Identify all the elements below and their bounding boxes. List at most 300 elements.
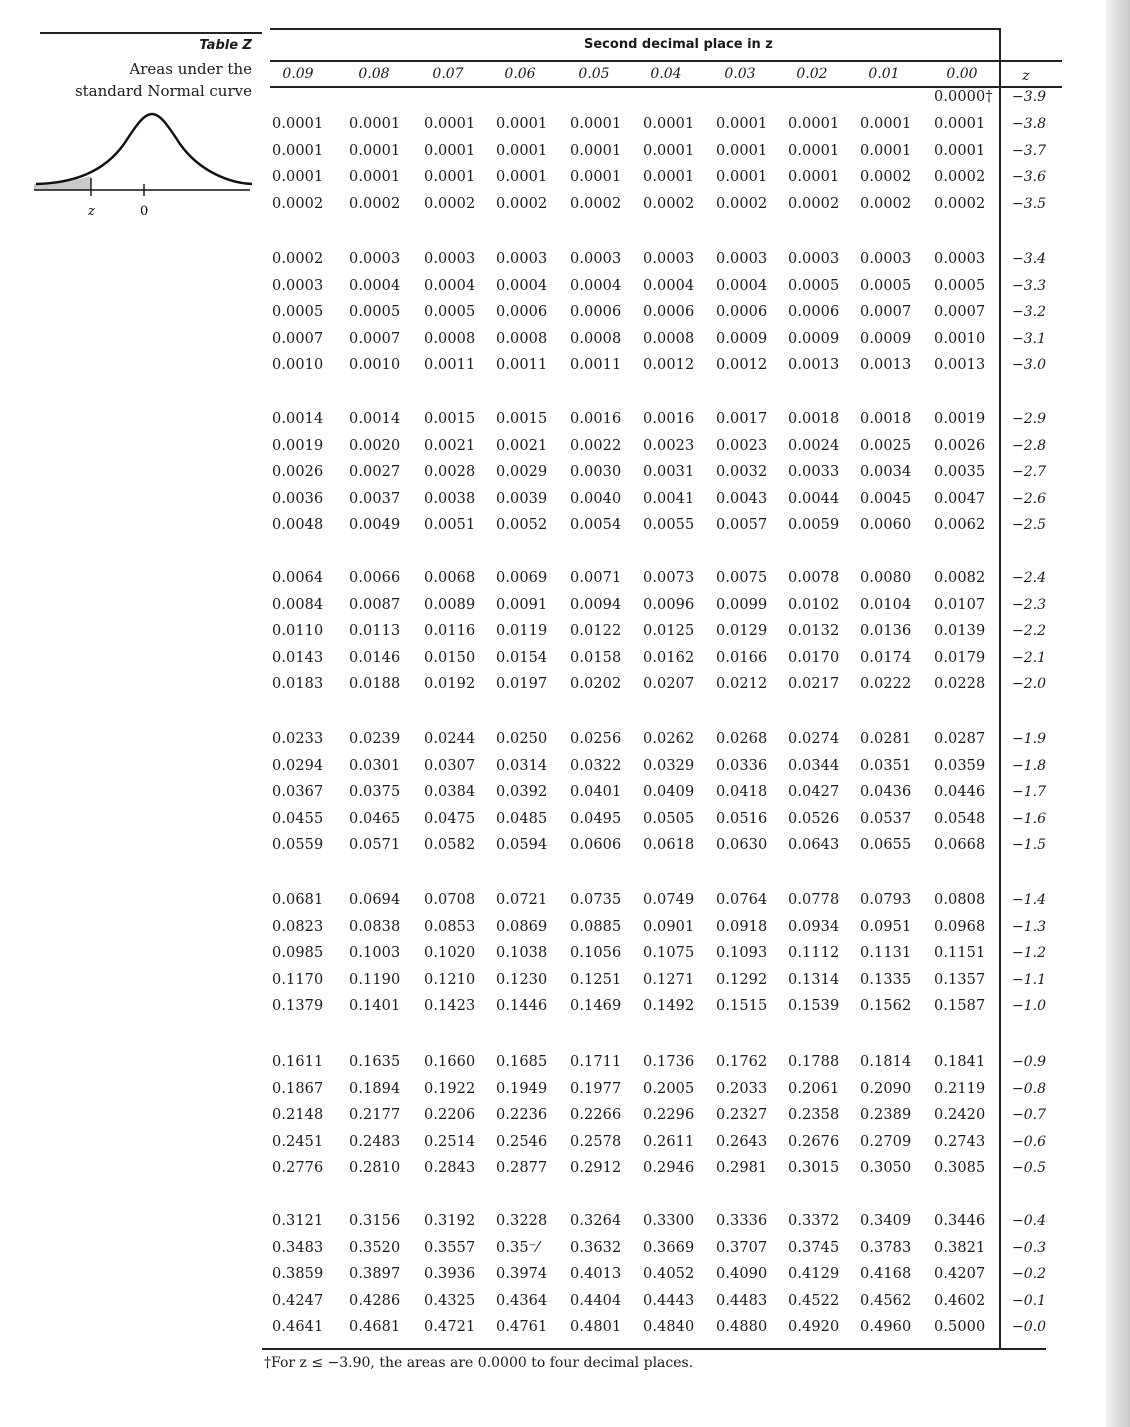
table-cell: 0.2327 — [716, 1107, 768, 1124]
table-cell: 0.0011 — [424, 357, 476, 374]
superheader-underline — [270, 60, 1062, 62]
curve-label-z: z — [88, 204, 95, 219]
table-cell: 0.0166 — [716, 649, 768, 666]
table-cell: 0.0005 — [860, 277, 912, 294]
table-cell: 0.0009 — [860, 330, 912, 347]
table-cell: 0.0516 — [716, 810, 768, 827]
table-cell: 0.1539 — [788, 998, 840, 1015]
table-cell: 0.0001 — [860, 116, 912, 132]
z-value: −3.5 — [1012, 195, 1046, 212]
table-cell: 0.0217 — [788, 676, 840, 693]
z-value: −2.6 — [1012, 490, 1046, 507]
table-cell: 0.2981 — [716, 1160, 768, 1177]
table-cell: 0.0003 — [349, 251, 401, 267]
table-cell: 0.1841 — [934, 1054, 986, 1070]
table-cell: 0.0002 — [272, 251, 324, 267]
table-cell: 0.0571 — [349, 837, 401, 854]
table-cell: 0.0087 — [349, 596, 401, 613]
table-cell: 0.3085 — [934, 1160, 986, 1177]
table-cell: 0.1660 — [424, 1054, 476, 1070]
table-cell: 0.0113 — [349, 623, 401, 640]
table-cell: 0.0005 — [349, 304, 401, 321]
table-cell: 0.0091 — [496, 596, 548, 613]
table-cell: 0.0001 — [349, 142, 401, 159]
table-cell: 0.0002 — [934, 169, 986, 186]
normal-curve-line — [36, 114, 252, 184]
table-cell: 0.3897 — [349, 1266, 401, 1283]
z-value: −2.4 — [1012, 570, 1046, 586]
table-cell: 0.2266 — [570, 1107, 622, 1124]
table-cell: 0.2206 — [424, 1107, 476, 1124]
table-cell: 0.4129 — [788, 1266, 840, 1283]
z-value: −1.2 — [1012, 945, 1046, 962]
z-value: −1.9 — [1012, 731, 1046, 747]
table-cell: 0.0057 — [716, 517, 768, 534]
table-cell: 0.0001 — [349, 169, 401, 186]
table-cell: 0.0150 — [424, 649, 476, 666]
table-cell: 0.0104 — [860, 596, 912, 613]
column-header-0-09: 0.09 — [282, 66, 314, 82]
table-cell: 0.0006 — [716, 304, 768, 321]
table-cell: 0.0455 — [272, 810, 324, 827]
table-cell: 0.0778 — [788, 892, 840, 908]
table-cell: 0.1492 — [643, 998, 695, 1015]
z-value: −3.4 — [1012, 251, 1046, 267]
table-cell: 0.0006 — [788, 304, 840, 321]
table-cell: 0.0005 — [934, 277, 986, 294]
table-cell: 0.1251 — [570, 971, 622, 988]
table-cell: 0.0901 — [643, 918, 695, 935]
table-cell: 0.0262 — [643, 731, 695, 747]
table-cell: 0.0001 — [934, 116, 986, 132]
table-cell: 0.0869 — [496, 918, 548, 935]
table-cell: 0.4522 — [788, 1292, 840, 1309]
table-cell: 0.2451 — [272, 1133, 324, 1150]
table-cell: 0.0004 — [349, 277, 401, 294]
table-cell: 0.0681 — [272, 892, 324, 908]
table-cell: 0.0001 — [643, 142, 695, 159]
table-cell: 0.1587 — [934, 998, 986, 1015]
table-cell: 0.0594 — [496, 837, 548, 854]
table-cell: 0.0002 — [424, 195, 476, 212]
table-cell: 0.0035 — [934, 464, 986, 481]
z-value: −0.3 — [1012, 1239, 1046, 1256]
table-cell: 0.2578 — [570, 1133, 622, 1150]
table-cell: 0.4090 — [716, 1266, 768, 1283]
table-cell: 0.0018 — [860, 411, 912, 427]
table-cell: 0.0001 — [716, 169, 768, 186]
table-cell: 0.1711 — [570, 1054, 622, 1070]
table-cell: 0.1190 — [349, 971, 401, 988]
table-cell: 0.0537 — [860, 810, 912, 827]
z-value: −1.3 — [1012, 918, 1046, 935]
table-cell: 0.2389 — [860, 1107, 912, 1124]
table-cell: 0.0143 — [272, 649, 324, 666]
table-cell: 0.2296 — [643, 1107, 695, 1124]
table-cell: 0.0060 — [860, 517, 912, 534]
table-cell: 0.0013 — [860, 357, 912, 374]
table-cell: 0.0001 — [643, 169, 695, 186]
table-cell: 0.3446 — [934, 1213, 986, 1229]
table-cell: 0.2148 — [272, 1107, 324, 1124]
table-cell: 0.1401 — [349, 998, 401, 1015]
table-cell: 0.0003 — [860, 251, 912, 267]
table-cell: 0.0764 — [716, 892, 768, 908]
table-cell: 0.0094 — [570, 596, 622, 613]
table-cell: 0.2877 — [496, 1160, 548, 1177]
table-cell: 0.0015 — [424, 411, 476, 427]
table-cell: 0.0005 — [272, 304, 324, 321]
table-cell: 0.0188 — [349, 676, 401, 693]
table-cell: 0.1131 — [860, 945, 912, 962]
table-cell: 0.0045 — [860, 490, 912, 507]
table-cell: 0.3300 — [643, 1213, 695, 1229]
table-cell: 0.3192 — [424, 1213, 476, 1229]
table-cell: 0.1038 — [496, 945, 548, 962]
table-cell: 0.2358 — [788, 1107, 840, 1124]
table-cell: 0.1685 — [496, 1054, 548, 1070]
table-cell: 0.2810 — [349, 1160, 401, 1177]
table-cell: 0.1867 — [272, 1080, 324, 1097]
table-cell: 0.0655 — [860, 837, 912, 854]
table-cell: 0.0001 — [496, 142, 548, 159]
z-value: −2.9 — [1012, 411, 1046, 427]
table-cell: 0.2776 — [272, 1160, 324, 1177]
table-cell: 0.0495 — [570, 810, 622, 827]
table-cell: 0.0006 — [496, 304, 548, 321]
table-cell: 0.0018 — [788, 411, 840, 427]
table-cell: 0.0007 — [272, 330, 324, 347]
table-cell: 0.0008 — [570, 330, 622, 347]
table-cell: 0.1335 — [860, 971, 912, 988]
table-cell: 0.0026 — [934, 437, 986, 454]
table-cell: 0.3974 — [496, 1266, 548, 1283]
table-cell: 0.0024 — [788, 437, 840, 454]
table-cell: 0.1292 — [716, 971, 768, 988]
table-cell: 0.3520 — [349, 1239, 401, 1256]
table-cell: 0.0016 — [643, 411, 695, 427]
table-cell: 0.4013 — [570, 1266, 622, 1283]
z-value: −1.4 — [1012, 892, 1046, 908]
z-value: −3.0 — [1012, 357, 1046, 374]
table-cell: 0.3015 — [788, 1160, 840, 1177]
table-cell: 0.4247 — [272, 1292, 324, 1309]
table-cell: 0.2119 — [934, 1080, 986, 1097]
column-header-0-03: 0.03 — [724, 66, 756, 82]
table-cell: 0.3336 — [716, 1213, 768, 1229]
table-cell: 0.0006 — [643, 304, 695, 321]
table-cell: 0.2743 — [934, 1133, 986, 1150]
table-cell: 0.1736 — [643, 1054, 695, 1070]
table-cell: 0.0001 — [570, 169, 622, 186]
table-cell: 0.4801 — [570, 1319, 622, 1336]
table-cell: 0.0005 — [424, 304, 476, 321]
table-cell: 0.2420 — [934, 1107, 986, 1124]
table-cell: 0.0047 — [934, 490, 986, 507]
table-cell: 0.0052 — [496, 517, 548, 534]
z-value: −0.8 — [1012, 1080, 1046, 1097]
table-title: Table Z — [199, 38, 252, 53]
table-cell: 0.0582 — [424, 837, 476, 854]
table-cell: 0.1977 — [570, 1080, 622, 1097]
table-cell: 0.0033 — [788, 464, 840, 481]
normal-curve-figure — [34, 104, 254, 224]
table-cell: 0.0019 — [272, 437, 324, 454]
table-cell: 0.0002 — [272, 195, 324, 212]
table-cell: 0.0735 — [570, 892, 622, 908]
z-column-header: z — [1022, 68, 1030, 84]
table-cell: 0.0015 — [496, 411, 548, 427]
table-cell: 0.4641 — [272, 1319, 324, 1336]
table-cell: 0.0011 — [570, 357, 622, 374]
table-cell: 0.0007 — [934, 304, 986, 321]
table-cell: 0.0336 — [716, 757, 768, 774]
table-cell: 0.0027 — [349, 464, 401, 481]
table-cell: 0.0749 — [643, 892, 695, 908]
table-cell: 0.2643 — [716, 1133, 768, 1150]
table-cell: 0.0951 — [860, 918, 912, 935]
table-cell: 0.0031 — [643, 464, 695, 481]
table-cell: 0.0359 — [934, 757, 986, 774]
table-cell: 0.0036 — [272, 490, 324, 507]
table-cell: 0.0001 — [424, 116, 476, 132]
table-cell: 0.3409 — [860, 1213, 912, 1229]
table-cell: 0.0001 — [716, 116, 768, 132]
table-cell: 0.0007 — [860, 304, 912, 321]
table-cell: 0.1112 — [788, 945, 840, 962]
table-cell: 0.1949 — [496, 1080, 548, 1097]
table-cell: 0.0918 — [716, 918, 768, 935]
table-cell: 0.0107 — [934, 596, 986, 613]
table-cell: 0.0401 — [570, 784, 622, 801]
table-cell: 0.2177 — [349, 1107, 401, 1124]
table-cell: 0.0250 — [496, 731, 548, 747]
table-cell: 0.4721 — [424, 1319, 476, 1336]
table-cell: 0.1357 — [934, 971, 986, 988]
table-cell: 0.0256 — [570, 731, 622, 747]
table-cell: 0.0004 — [716, 277, 768, 294]
table-cell: 0.4960 — [860, 1319, 912, 1336]
table-cell: 0.0010 — [349, 357, 401, 374]
table-cell: 0.0197 — [496, 676, 548, 693]
table-cell: 0.0005 — [788, 277, 840, 294]
table-cell: 0.0526 — [788, 810, 840, 827]
table-cell: 0.0110 — [272, 623, 324, 640]
table-cell: 0.0162 — [643, 649, 695, 666]
table-cell: 0.0475 — [424, 810, 476, 827]
table-cell: 0.1170 — [272, 971, 324, 988]
table-cell: 0.0146 — [349, 649, 401, 666]
table-cell: 0.0044 — [788, 490, 840, 507]
table-cell: 0.0465 — [349, 810, 401, 827]
table-cell: 0.0049 — [349, 517, 401, 534]
table-subtitle-line-1: Areas under the — [129, 60, 252, 78]
table-cell: 0.1093 — [716, 945, 768, 962]
table-cell: 0.0344 — [788, 757, 840, 774]
table-cell: 0.0003 — [496, 251, 548, 267]
top-rule-left — [40, 32, 262, 34]
table-cell: 0.2676 — [788, 1133, 840, 1150]
table-cell: 0.0002 — [349, 195, 401, 212]
table-cell: 0.0034 — [860, 464, 912, 481]
header-underline — [270, 86, 1062, 88]
curve-label-zero: 0 — [140, 204, 149, 219]
table-cell: 0.0004 — [496, 277, 548, 294]
z-value: −0.5 — [1012, 1160, 1046, 1177]
table-cell: 0.0179 — [934, 649, 986, 666]
table-cell: 0.0427 — [788, 784, 840, 801]
table-cell: 0.0643 — [788, 837, 840, 854]
table-cell: 0.0793 — [860, 892, 912, 908]
table-cell: 0.0222 — [860, 676, 912, 693]
table-cell: 0.0002 — [496, 195, 548, 212]
table-cell: 0.2061 — [788, 1080, 840, 1097]
table-cell: 0.0367 — [272, 784, 324, 801]
z-value: −2.7 — [1012, 464, 1046, 481]
table-cell: 0.3745 — [788, 1239, 840, 1256]
table-cell: 0.0721 — [496, 892, 548, 908]
table-cell: 0.0212 — [716, 676, 768, 693]
table-cell: 0.1314 — [788, 971, 840, 988]
table-cell: 0.0023 — [716, 437, 768, 454]
z-value: −2.1 — [1012, 649, 1046, 666]
z-value: −3.7 — [1012, 142, 1046, 159]
table-cell: 0.0002 — [860, 195, 912, 212]
table-cell: 0.0985 — [272, 945, 324, 962]
table-cell: 0.1922 — [424, 1080, 476, 1097]
table-cell: 0.0003 — [788, 251, 840, 267]
table-cell: 0.4286 — [349, 1292, 401, 1309]
table-cell: 0.0001 — [788, 169, 840, 186]
table-cell: 0.0158 — [570, 649, 622, 666]
table-cell: 0.0436 — [860, 784, 912, 801]
table-cell: 0.0287 — [934, 731, 986, 747]
table-cell: 0.0003 — [272, 277, 324, 294]
footnote: †For z ≤ −3.90, the areas are 0.0000 to four decimal places. — [264, 1355, 694, 1371]
table-cell: 0.0934 — [788, 918, 840, 935]
table-cell: 0.0013 — [934, 357, 986, 374]
table-cell: 0.0170 — [788, 649, 840, 666]
table-cell: 0.0017 — [716, 411, 768, 427]
table-cell: 0.0351 — [860, 757, 912, 774]
table-cell: 0.0014 — [349, 411, 401, 427]
table-cell: 0.2090 — [860, 1080, 912, 1097]
table-cell: 0.4602 — [934, 1292, 986, 1309]
z-value: −1.6 — [1012, 810, 1046, 827]
table-cell: 0.0239 — [349, 731, 401, 747]
table-cell: 0.3156 — [349, 1213, 401, 1229]
table-cell: 0.0001 — [934, 142, 986, 159]
table-cell: 0.0668 — [934, 837, 986, 854]
table-cell: 0.0606 — [570, 837, 622, 854]
table-cell: 0.0038 — [424, 490, 476, 507]
column-header-0-05: 0.05 — [578, 66, 610, 82]
table-cell: 0.1515 — [716, 998, 768, 1015]
table-cell: 0.0154 — [496, 649, 548, 666]
table-cell: 0.0268 — [716, 731, 768, 747]
table-cell: 0.0000† — [934, 89, 993, 105]
table-cell: 0.0139 — [934, 623, 986, 640]
table-cell: 0.0559 — [272, 837, 324, 854]
table-cell: 0.1423 — [424, 998, 476, 1015]
table-cell: 0.0228 — [934, 676, 986, 693]
table-cell: 0.1003 — [349, 945, 401, 962]
table-subtitle-line-2: standard Normal curve — [74, 82, 252, 100]
z-value: −0.1 — [1012, 1292, 1046, 1309]
table-cell: 0.1611 — [272, 1054, 324, 1070]
table-cell: 0.1151 — [934, 945, 986, 962]
table-cell: 0.0007 — [349, 330, 401, 347]
table-cell: 0.0838 — [349, 918, 401, 935]
table-cell: 0.1210 — [424, 971, 476, 988]
table-cell: 0.0129 — [716, 623, 768, 640]
table-cell: 0.4483 — [716, 1292, 768, 1309]
table-cell: 0.3632 — [570, 1239, 622, 1256]
table-cell: 0.0062 — [934, 517, 986, 534]
table-cell: 0.0026 — [272, 464, 324, 481]
table-cell: 0.0001 — [496, 169, 548, 186]
table-cell: 0.0003 — [570, 251, 622, 267]
table-cell: 0.0012 — [716, 357, 768, 374]
table-cell: 0.0048 — [272, 517, 324, 534]
table-cell: 0.0301 — [349, 757, 401, 774]
table-cell: 0.1446 — [496, 998, 548, 1015]
table-cell: 0.0004 — [643, 277, 695, 294]
table-cell: 0.3783 — [860, 1239, 912, 1256]
table-cell: 0.3859 — [272, 1266, 324, 1283]
table-cell: 0.0233 — [272, 731, 324, 747]
table-cell: 0.5000 — [934, 1319, 986, 1336]
table-cell: 0.0116 — [424, 623, 476, 640]
table-cell: 0.0009 — [716, 330, 768, 347]
table-cell: 0.3821 — [934, 1239, 986, 1256]
table-cell: 0.0244 — [424, 731, 476, 747]
z-value: −3.6 — [1012, 169, 1046, 186]
table-cell: 0.2514 — [424, 1133, 476, 1150]
table-cell: 0.0314 — [496, 757, 548, 774]
table-cell: 0.2546 — [496, 1133, 548, 1150]
table-cell: 0.1788 — [788, 1054, 840, 1070]
table-cell: 0.3264 — [570, 1213, 622, 1229]
table-cell: 0.0030 — [570, 464, 622, 481]
table-cell: 0.0019 — [934, 411, 986, 427]
table-cell: 0.3050 — [860, 1160, 912, 1177]
table-cell: 0.0174 — [860, 649, 912, 666]
table-cell: 0.4681 — [349, 1319, 401, 1336]
table-cell: 0.0002 — [570, 195, 622, 212]
bottom-rule — [262, 1348, 1046, 1350]
table-cell: 0.0003 — [716, 251, 768, 267]
column-header-0-01: 0.01 — [868, 66, 900, 82]
table-cell: 0.0207 — [643, 676, 695, 693]
table-cell: 0.0043 — [716, 490, 768, 507]
table-cell: 0.1762 — [716, 1054, 768, 1070]
table-cell: 0.0119 — [496, 623, 548, 640]
table-cell: 0.0011 — [496, 357, 548, 374]
table-cell: 0.0001 — [496, 116, 548, 132]
table-cell: 0.1020 — [424, 945, 476, 962]
z-value: −2.0 — [1012, 676, 1046, 693]
z-value: −3.9 — [1012, 89, 1046, 105]
z-value: −1.7 — [1012, 784, 1046, 801]
table-cell: 0.0694 — [349, 892, 401, 908]
table-cell: 0.0055 — [643, 517, 695, 534]
table-cell: 0.0020 — [349, 437, 401, 454]
table-cell: 0.0192 — [424, 676, 476, 693]
z-column-divider — [999, 28, 1001, 1350]
table-cell: 0.3228 — [496, 1213, 548, 1229]
table-cell: 0.0001 — [570, 116, 622, 132]
